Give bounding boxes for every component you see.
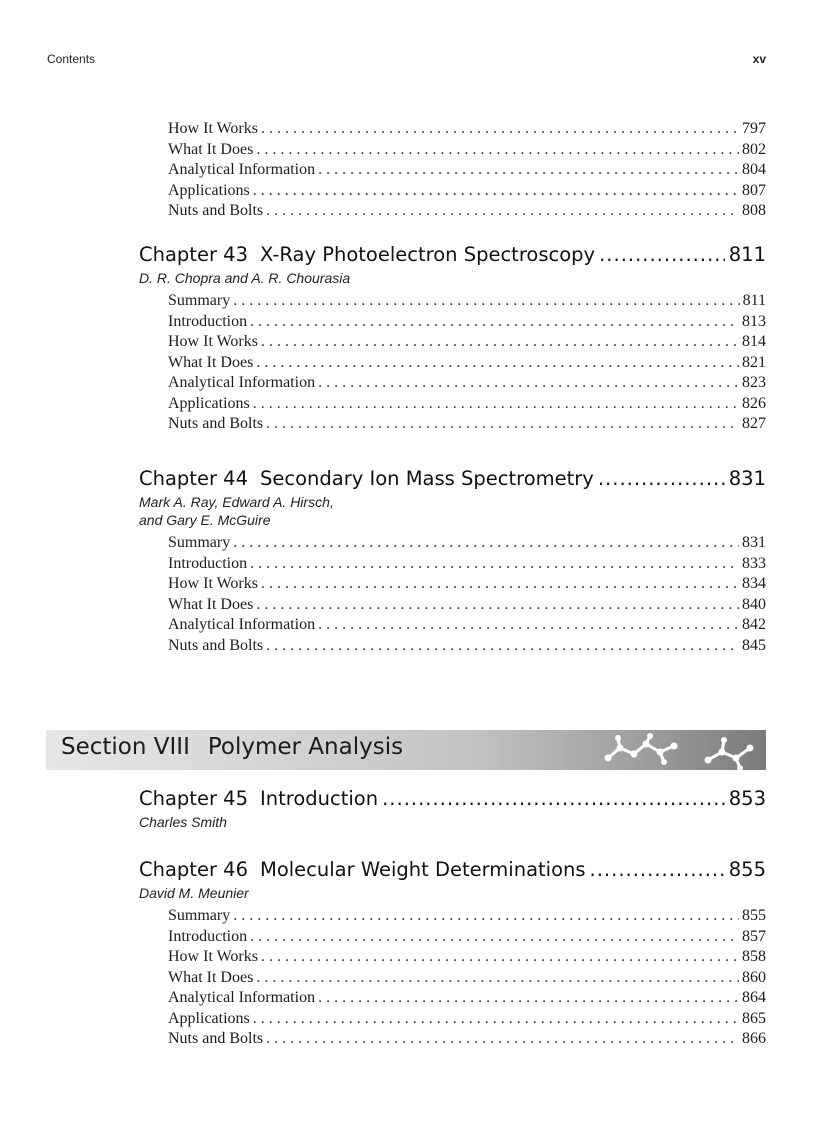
toc-entry[interactable]	[168, 615, 766, 636]
toc-entry-page: 827	[742, 415, 766, 432]
toc-entry-page: 808	[742, 202, 766, 219]
toc-entry[interactable]	[168, 947, 766, 968]
toc-entry[interactable]	[168, 595, 766, 616]
leader-dots	[233, 291, 739, 312]
author-line: Charles Smith	[139, 814, 227, 830]
chapter-page: 855	[728, 858, 766, 881]
chapter-page: 831	[728, 467, 766, 490]
toc-entry-label: Applications	[168, 181, 250, 199]
leader-dots	[253, 181, 739, 202]
toc-entry[interactable]	[168, 1029, 766, 1050]
toc-entry-page: 860	[742, 968, 766, 986]
chapter-page: 853	[728, 787, 766, 810]
toc-entries	[168, 291, 766, 435]
toc-entries	[168, 533, 766, 656]
toc-entry-page: 845	[742, 636, 766, 654]
chapter-43	[0, 241, 816, 435]
toc-entry[interactable]	[168, 927, 766, 948]
toc-entry-page: 866	[742, 1030, 766, 1047]
toc-entry-label: Analytical Information	[168, 374, 316, 391]
toc-entry-page: 804	[742, 161, 766, 178]
leader-dots	[256, 140, 739, 161]
toc-entry[interactable]	[168, 533, 766, 554]
toc-entry[interactable]	[168, 394, 766, 415]
chapter-number: Chapter 43	[139, 243, 248, 266]
toc-entry-label: Applications	[168, 1009, 250, 1027]
chapter-authors	[139, 813, 816, 831]
author-line: D. R. Chopra and A. R. Chourasia	[139, 270, 351, 286]
toc-entry-label: Nuts and Bolts	[168, 1030, 264, 1047]
author-line: and Gary E. McGuire	[139, 512, 271, 528]
chapter-heading[interactable]	[139, 465, 766, 493]
toc-entry[interactable]	[168, 140, 766, 161]
toc-entry-label: Analytical Information	[168, 989, 316, 1006]
toc-entry-page: 842	[742, 616, 766, 633]
chapter-46	[0, 856, 816, 1050]
toc-entry[interactable]	[168, 160, 766, 181]
leader-dots	[266, 636, 739, 657]
toc-entry-page: 821	[742, 353, 766, 371]
chapter-heading[interactable]	[139, 856, 766, 884]
toc-entry[interactable]	[168, 353, 766, 374]
toc-entry-page: 857	[742, 927, 766, 945]
leader-dots	[261, 574, 739, 595]
toc-entry-label: Analytical Information	[168, 616, 316, 633]
author-line: David M. Meunier	[139, 885, 249, 901]
toc-entry-label: How It Works	[168, 120, 258, 137]
toc-entry-label: Nuts and Bolts	[168, 202, 264, 219]
toc-entries	[168, 119, 766, 222]
leader-dots	[590, 856, 725, 884]
section-title: Polymer Analysis	[207, 734, 404, 760]
leader-dots	[266, 201, 739, 222]
leader-dots	[250, 927, 739, 948]
leader-dots	[256, 353, 739, 374]
toc-entry[interactable]	[168, 332, 766, 353]
toc-entry-page: 865	[742, 1009, 766, 1027]
toc-entry[interactable]	[168, 373, 766, 394]
toc-entry-page: 864	[742, 989, 766, 1006]
toc-entry-page: 858	[742, 948, 766, 965]
leader-dots	[261, 332, 739, 353]
toc-entry[interactable]	[168, 291, 766, 312]
leader-dots	[250, 554, 739, 575]
leader-dots	[250, 312, 739, 333]
chapter-title: Introduction	[260, 787, 379, 810]
chapter-number: Chapter 45	[139, 787, 248, 810]
chapter-title: Secondary Ion Mass Spectrometry	[260, 467, 594, 490]
toc-entry-page: 833	[742, 554, 766, 572]
toc-entry-page: 807	[742, 181, 766, 199]
chapter-44	[0, 465, 816, 656]
chapter-title: Molecular Weight Determinations	[260, 858, 586, 881]
leader-dots	[599, 241, 725, 269]
toc-entry-label: Summary	[168, 534, 231, 551]
leader-dots	[382, 785, 725, 813]
leader-dots	[266, 414, 739, 435]
toc-entry[interactable]	[168, 574, 766, 595]
leader-dots	[256, 968, 739, 989]
toc-entry-label: Applications	[168, 394, 250, 412]
chapter-authors	[139, 493, 816, 529]
leader-dots	[318, 373, 739, 394]
toc-entry[interactable]	[168, 1009, 766, 1030]
section-label: Section VIII	[61, 734, 190, 760]
section-heading	[61, 734, 403, 760]
chapter-heading[interactable]	[139, 785, 766, 813]
toc-entry[interactable]	[168, 414, 766, 435]
toc-entry[interactable]	[168, 181, 766, 202]
chapter-authors	[139, 269, 816, 287]
toc-entry-label: Introduction	[168, 927, 248, 945]
toc-entry-label: Summary	[168, 907, 231, 924]
leader-dots	[256, 595, 739, 616]
toc-entry-label: How It Works	[168, 948, 258, 965]
toc-entries	[168, 906, 766, 1050]
leader-dots	[318, 160, 739, 181]
leader-dots	[261, 947, 739, 968]
toc-entry[interactable]	[168, 636, 766, 657]
toc-entry-page: 840	[742, 595, 766, 613]
chapter-heading[interactable]	[139, 241, 766, 269]
chapter-45	[0, 785, 816, 831]
toc-entry[interactable]	[168, 201, 766, 222]
toc-entry-label: Nuts and Bolts	[168, 636, 264, 654]
toc-entry[interactable]	[168, 988, 766, 1009]
toc-entry[interactable]	[168, 312, 766, 333]
toc-entry-label: Introduction	[168, 312, 248, 330]
leader-dots	[253, 394, 739, 415]
toc-entry-label: How It Works	[168, 575, 258, 592]
section-banner	[46, 730, 766, 770]
chapter-number: Chapter 44	[139, 467, 248, 490]
leader-dots	[253, 1009, 739, 1030]
leader-dots	[261, 119, 739, 140]
toc-entry-page: 802	[742, 140, 766, 158]
leader-dots	[233, 906, 739, 927]
toc-entry-page: 811	[742, 292, 766, 309]
toc-entry-label: Summary	[168, 292, 231, 309]
leader-dots	[233, 533, 739, 554]
chapter-42-continued	[0, 119, 816, 222]
toc-entry-page: 831	[742, 534, 766, 551]
toc-entry-label: Introduction	[168, 554, 248, 572]
toc-entry-label: What It Does	[168, 353, 254, 371]
leader-dots	[318, 615, 739, 636]
toc-entry-label: What It Does	[168, 595, 254, 613]
chapter-page: 811	[728, 243, 766, 266]
toc-entry-label: How It Works	[168, 333, 258, 350]
toc-entry-page: 797	[742, 120, 766, 137]
toc-entry[interactable]	[168, 119, 766, 140]
toc-entry-page: 855	[742, 907, 766, 924]
toc-entry[interactable]	[168, 968, 766, 989]
toc-entry[interactable]	[168, 554, 766, 575]
leader-dots	[266, 1029, 739, 1050]
author-line: Mark A. Ray, Edward A. Hirsch,	[139, 494, 334, 510]
running-header-left: Contents	[47, 52, 96, 66]
toc-entry-label: Analytical Information	[168, 161, 316, 178]
chapter-authors	[139, 884, 816, 902]
page-number: xv	[752, 52, 766, 66]
toc-entry-page: 826	[742, 394, 766, 412]
toc-entry-page: 823	[742, 374, 766, 391]
toc-entry-page: 834	[742, 575, 766, 592]
toc-entry-label: What It Does	[168, 140, 254, 158]
chapter-title: X-Ray Photoelectron Spectroscopy	[260, 243, 596, 266]
leader-dots	[598, 465, 725, 493]
toc-entry-page: 813	[742, 312, 766, 330]
toc-entry-label: What It Does	[168, 968, 254, 986]
chapter-number: Chapter 46	[139, 858, 248, 881]
toc-entry-page: 814	[742, 333, 766, 350]
toc-entry-label: Nuts and Bolts	[168, 415, 264, 432]
toc-entry[interactable]	[168, 906, 766, 927]
molecule-illustration-icon	[590, 730, 760, 770]
leader-dots	[318, 988, 739, 1009]
